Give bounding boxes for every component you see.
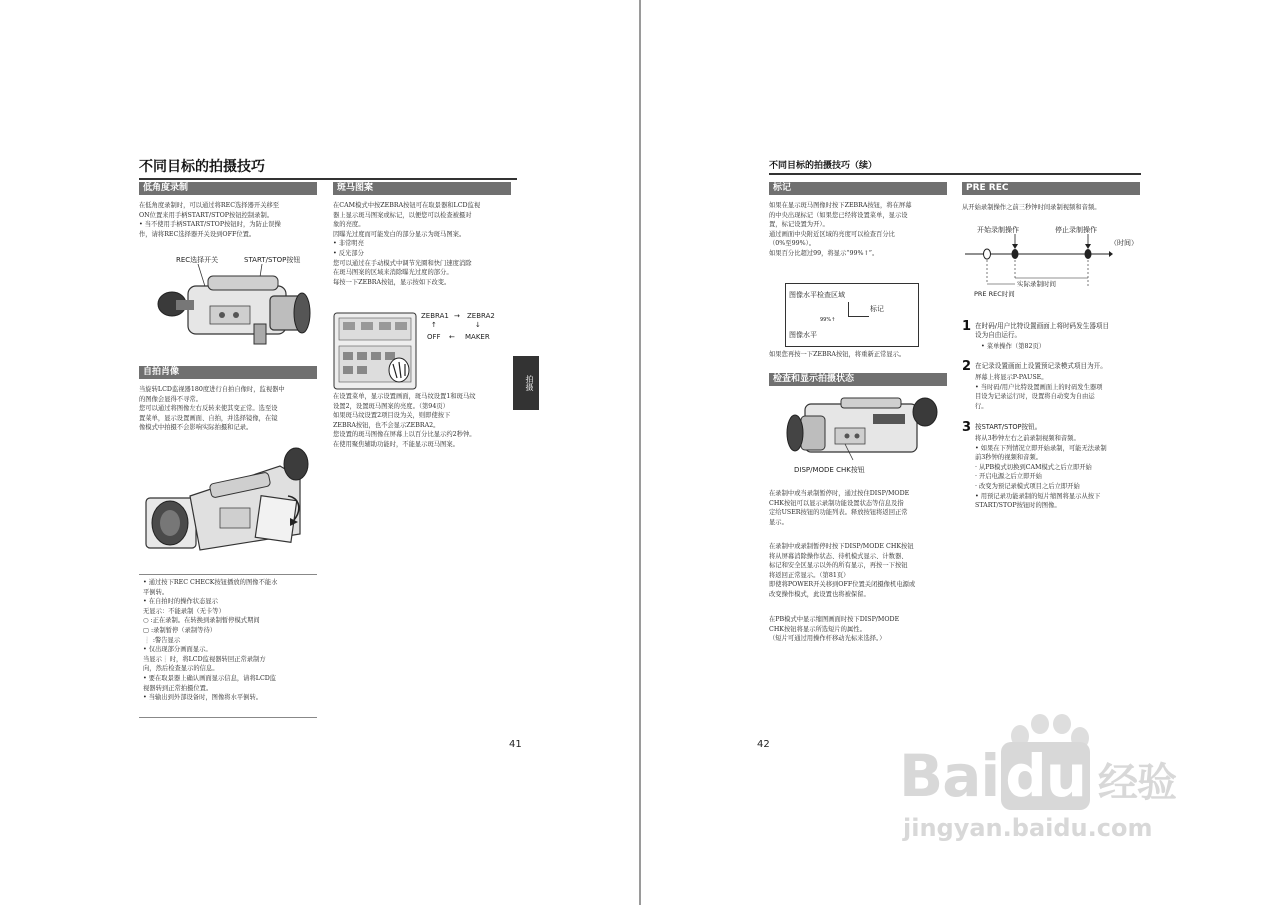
section-heading-pre-rec: PRE REC <box>962 182 1140 195</box>
start-rec-label: 开始录制操作 <box>977 226 1019 234</box>
stop-rec-label: 停止录制操作 <box>1055 226 1097 234</box>
watermark-url: jingyan.baidu.com <box>903 814 1153 842</box>
off-label: OFF <box>427 333 441 341</box>
check-area-label: 图像水平检查区域 <box>789 291 845 299</box>
step-3-text: 按START/STOP按钮。 <box>975 423 1042 431</box>
rec-switch-label: REC选择开关 <box>176 256 219 264</box>
step-1-number: 1 <box>962 319 972 334</box>
check-display-text-2: 在录制中或录制暂停时按下DISP/MODE CHK按钮 将从屏幕消除操作状态、待机模式显示、计数器、 标记和安全区显示以外的所有显示，再按一下按钮 将返回正常显示。（第81页） 即使将POWER开关移到OFF位置关闭摄像机电源或 改变操作模式，此设置也将被保留。 <box>769 543 916 598</box>
pre-rec-intro: 从开始录制操作之前三秒钟时间录制视频和音频。 <box>962 204 1101 211</box>
left-page <box>0 0 639 905</box>
section-heading-low-angle: 低角度录制 <box>139 182 317 195</box>
actual-time-label: 实际录制时间 <box>1017 280 1056 288</box>
watermark-bai: Bai <box>899 742 1000 810</box>
pre-rec-time-label: PRE REC时间 <box>974 290 1015 298</box>
section-heading-zebra: 斑马图案 <box>333 182 511 195</box>
baidu-watermark <box>899 742 1176 810</box>
camera-low-angle-illustration <box>150 262 315 358</box>
step-2-number: 2 <box>962 359 972 374</box>
marker-text: 如果在显示斑马图像时按下ZEBRA按钮，将在屏幕 的中央出现标记（如果您已经将设置菜单，显示设 置，标记设置为开）。 通过画面中央附近区域的亮度可以检查百分比 （0%至99%）。 如果百分比超过99，将显示“99%↑”。 <box>769 202 912 257</box>
step-1-sub: • 菜单操作（第82页） <box>981 343 1046 350</box>
zebra1-label: ZEBRA1 <box>421 312 449 320</box>
disp-button-label: DISP/MODE CHK按钮 <box>794 466 865 474</box>
step-2-text: 在记录设置画面上设置预记录模式项目为开。 <box>975 362 1107 370</box>
zebra-button-panel-illustration <box>333 312 417 390</box>
watermark-du: du <box>1001 742 1090 810</box>
arrow-left-icon: ← <box>449 333 455 341</box>
step-3-sub: 将从3秒钟左右之前录制视频和音频。 • 如果在下列情况立即开始录制，可能无法录制 前3秒钟的视频和音频。 · 从PB模式切换到CAM模式之后立即开始 · 开启电源之后立即开始 · 改变为预记录模式项目之后立即开始 • 用预记录功能录制的短片缩图将显示从按下 START/STOP按钮时的图像。 <box>975 435 1107 510</box>
marker-after-text: 如果您再按一下ZEBRA按钮，将重新正常显示。 <box>769 351 906 358</box>
arrow-down-icon: ↓ <box>475 321 481 329</box>
marker-bracket <box>848 302 869 317</box>
percent-readout: 99%↑ <box>820 317 836 323</box>
arrow-up-icon: ↑ <box>431 321 437 329</box>
zebra-text: 在CAM模式中按ZEBRA按钮可在取景器和LCD监视 器上显示斑马图案或标记，以便您可以检查被摄对 象的亮度。 因曝光过度而可能发白的部分显示为斑马图案。 • 非常明亮 • 反光部分 您可以通过在手动模式中调节光圈和快门速度消除 在斑马图案的区域来消除曝光过度的部分。 每按一下ZEBRA按钮，显示按如下改变。 <box>333 202 481 286</box>
maker-label: MAKER <box>465 333 490 341</box>
step-3-number: 3 <box>962 420 972 435</box>
zebra2-label: ZEBRA2 <box>467 312 495 320</box>
section-heading-check-display: 检查和显示拍摄状态 <box>769 373 947 386</box>
low-angle-text: 在低角度录制时，可以通过将REC选择器开关移至 ON位置来用手柄START/STOP按钮控制录制。 • 当不使用手柄START/STOP按钮时，为防止误操 作，请将REC选择器开关设到OFF位置。 <box>139 202 281 238</box>
camera-disp-button-illustration <box>781 390 941 465</box>
notes-top-rule <box>139 574 317 575</box>
marker-label: 标记 <box>870 305 884 313</box>
start-stop-label: START/STOP按钮 <box>244 256 301 264</box>
check-display-text-3: 在PB模式中显示缩图画面时按下DISP/MODE CHK按钮将显示所选短片的属性。 （短片可通过用操作杆移动光标来选择。） <box>769 616 900 643</box>
page-number-right: 42 <box>757 739 770 750</box>
chapter-side-tab: 拍摄 <box>513 356 539 410</box>
page-title: 不同目标的拍摄技巧 <box>139 156 517 180</box>
notes-bottom-rule <box>139 717 317 718</box>
section-heading-self-portrait: 自拍肖像 <box>139 366 317 379</box>
check-display-text-1: 在录制中或当录制暂停时，通过按住DISP/MODE CHK按钮可以显示录制功能设置状态等信息及指 定给USER按钮的功能列表。释放按钮将返回正常 显示。 <box>769 490 910 526</box>
page-title-continued: 不同目标的拍摄技巧（续） <box>769 158 1141 175</box>
zebra-settings-text: 在设置菜单，显示设置画面，斑马纹设置1和斑马纹 设置2，设置斑马图案的亮度。（第94页） 如果斑马纹设置2项目设为关，则即使按下 ZEBRA按钮，也不会显示ZEBRA2。 您设置的斑马图像在屏幕上以百分比显示约2秒钟。 在使用聚焦辅助功能时，不能显示斑马图案。 <box>333 393 476 448</box>
step-1-text: 在时码/用户比特设置画面上将时码发生器项目 设为自由运行。 <box>975 322 1110 340</box>
arrow-right-icon: → <box>454 312 460 320</box>
page-number-left: 41 <box>509 739 522 750</box>
self-portrait-text: 当旋转LCD监视器180度进行自拍自像时，监视器中 的图像会显得不寻常。 您可以通过将图像左右反转来使其变正常。选至设 置菜单，显示设置画面、自拍，并选择镜像，在镜 像模式中拍摄不会影响实际拍摄和记录。 <box>139 386 285 432</box>
step-2-sub: 屏幕上将显示P-PAUSE。 • 当时码/用户比特设置画面上的时码发生器项 目设为记录运行时，设置将自动变为自由运 行。 <box>975 374 1103 410</box>
right-page <box>641 0 1280 905</box>
watermark-jingyan: 经验 <box>1098 760 1177 806</box>
time-axis-label: （时间） <box>1110 239 1138 247</box>
marker-diagram-box <box>785 283 919 347</box>
image-level-label: 图像水平 <box>789 331 817 339</box>
self-portrait-notes: • 通过按下REC CHECK按钮播放的图像不能水 平倒转。 • 在自拍时的操作状态显示 无显示：不能录制（无卡等） ○ :正在录制。在转换到录制暂停模式期间 ▢ :录制暂停（录制等待） ❕ :警告显示 • 仅出现部分画面显示。 当显示❕时，将LCD监视器转回正常录制方 向，然后检查显示的信息。 • 要在取景器上确认画面显示信息，请将LCD监 视器转到正常拍摄位置。 • 当输出到外部设备时，图像将水平倒转。 <box>143 579 278 702</box>
section-heading-marker: 标记 <box>769 182 947 195</box>
camera-self-portrait-illustration <box>140 438 312 562</box>
